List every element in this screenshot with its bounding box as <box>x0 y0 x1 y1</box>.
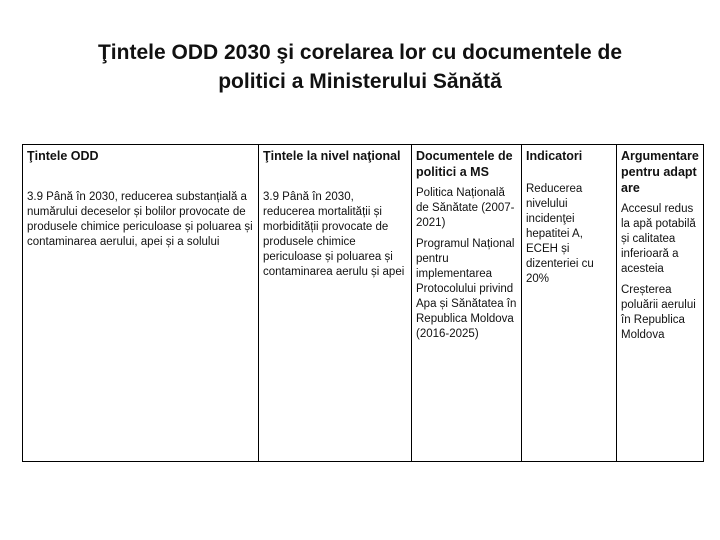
cell-indicator: Reducerea nivelului incidenţei hepatitei A, ECEH și dizenteriei cu 20% <box>526 183 594 285</box>
title-line-2: politici a Ministerului Sănătă <box>218 70 502 93</box>
title-line-1: Ţintele ODD 2030 şi corelarea lor cu documentele de <box>97 41 623 64</box>
cell-odd-target: 3.9 Până în 2030, reducerea substanțială a numărului deceselor și bolilor provocate de produsele chimice periculoase și poluarea și contaminarea aerului, apei și a solului <box>27 191 253 248</box>
column-indicators <box>521 145 616 461</box>
column-policy-documents <box>411 145 521 461</box>
cell-argument-1: Accesul redus la apă potabilă și calitatea inferioară a acesteia <box>621 203 696 275</box>
cell-document-2: Programul Național pentru implementarea Protocolului privind Apa și Sănătatea în Republica Moldova (2016-2025) <box>416 238 517 340</box>
header-national-targets: Ţintele la nivel naţional <box>263 149 401 163</box>
header-policy-documents: Documentele de politici a MS <box>416 149 513 179</box>
column-national-targets <box>258 145 411 461</box>
header-indicators: Indicatori <box>526 149 583 163</box>
slide-title <box>0 38 720 96</box>
cell-national-target: 3.9 Până în 2030, reducerea mortalității și morbidității provocate de produsele chimice periculoase și poluarea și contaminarea aerulu și apei <box>263 191 405 278</box>
header-odd-targets: Ţintele ODD <box>27 149 99 163</box>
column-arguments <box>616 145 703 461</box>
header-arguments: Argumentare pentru adaptare <box>621 149 699 195</box>
cell-document-1: Politica Națională de Sănătate (2007-2021) <box>416 187 515 229</box>
column-odd-targets <box>23 145 258 461</box>
odd-correlation-table <box>22 144 704 462</box>
cell-argument-2: Creșterea poluării aerului în Republica Moldova <box>621 284 696 341</box>
